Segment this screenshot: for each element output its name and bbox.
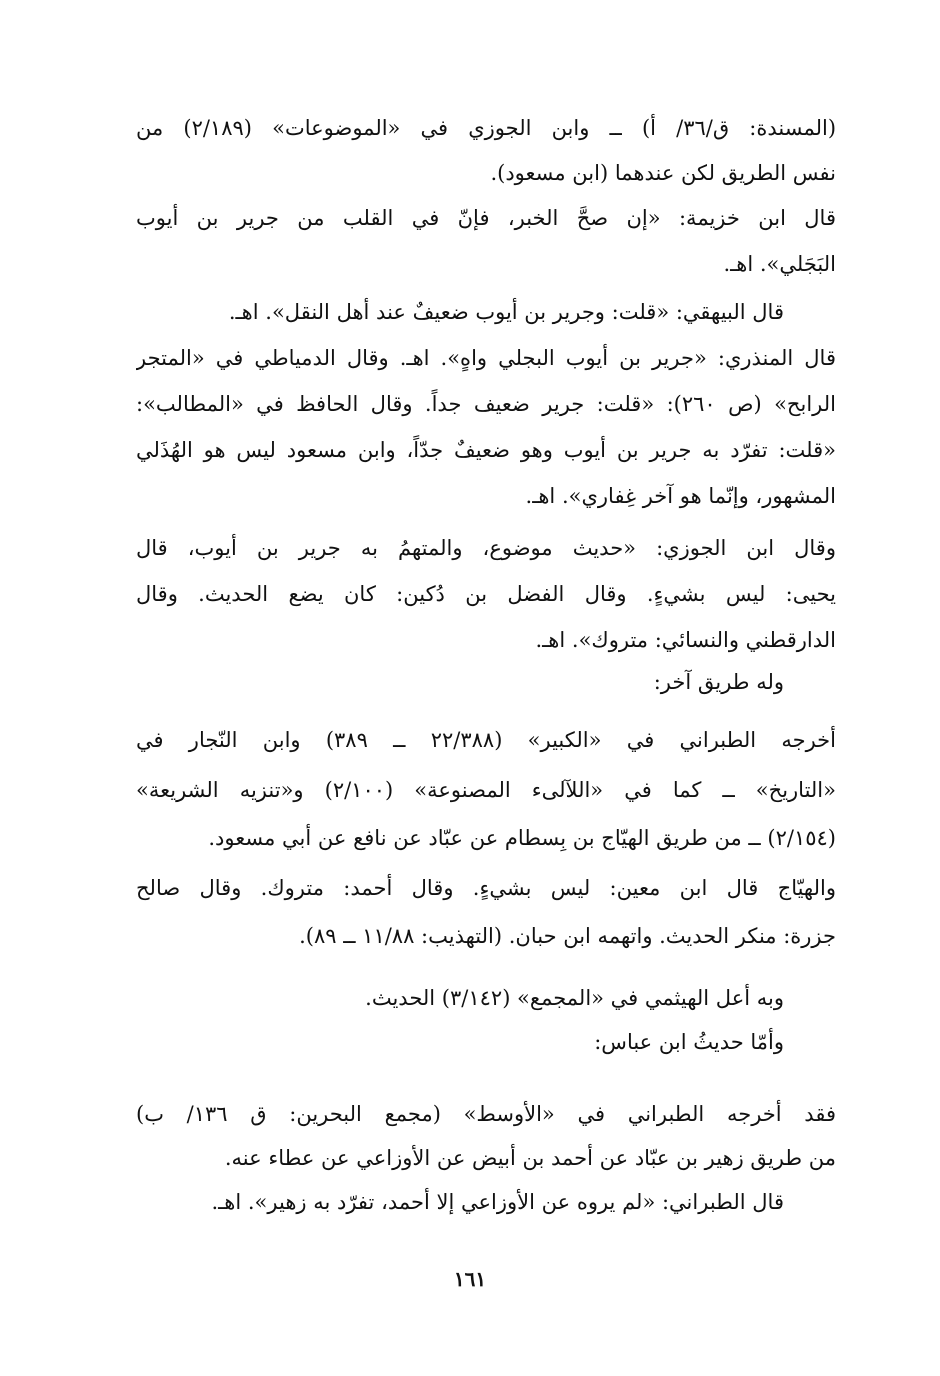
text-line: يحيى: ليس بشيءٍ. وقال الفضل بن دُكين: كان يضع الحديث. وقال (136, 582, 836, 606)
text-line: قال البيهقي: «قلت: وجرير بن أيوب ضعيفٌ عند أهل النقل». اهـ. (228, 300, 784, 324)
page-number: ١٦١ (453, 1267, 487, 1291)
text-line: أخرجه الطبراني في «الكبير» (٢٢/٣٨٨ ــ ٣٨٩) وابن النّجار في (136, 728, 836, 752)
text-line: المشهور، وإنّما هو آخر غِفاري». اهـ. (525, 484, 836, 508)
text-line: قال المنذري: «جرير بن أيوب البجلي واهٍ». اهـ. وقال الدمياطي في «المتجر (136, 346, 836, 370)
text-line: وبه أعل الهيثمي في «المجمع» (٣/١٤٢) الحديث. (365, 986, 784, 1010)
text-line: قال ابن خزيمة: «إن صحَّ الخبر، فإنّ في القلب من جرير بن أيوب (136, 206, 836, 230)
text-line: والهيّاج قال ابن معين: ليس بشيءٍ. وقال أحمد: متروك. وقال صالح (136, 876, 836, 900)
text-line: فقد أخرجه الطبراني في «الأوسط» (مجمع البحرين: ق ١٣٦/ ب) (136, 1102, 836, 1126)
text-line: «قلت: تفرّد به جرير بن أيوب وهو ضعيفٌ جدّاً، وابن مسعود ليس هو الهُذَلي (136, 438, 836, 462)
text-line: وله طريق آخر: (653, 670, 784, 694)
text-line: (٢/١٥٤) ــ من طريق الهيّاج بن بِسطام عن عبّاد عن نافع عن أبي مسعود. (208, 826, 836, 850)
text-line: نفس الطريق لكن عندهما (ابن مسعود). (490, 161, 836, 185)
text-line: الدارقطني والنسائي: متروك». اهـ. (535, 628, 836, 652)
text-line: وقال ابن الجوزي: «حديث موضوع، والمتهمُ به جرير بن أيوب، قال (136, 536, 836, 560)
text-line: جزرة: منكر الحديث. واتهمه ابن حبان. (التهذيب: ١١/٨٨ ــ ٨٩). (299, 924, 836, 948)
text-line: من طريق زهير بن عبّاد عن أحمد بن أبيض عن الأوزاعي عن عطاء عنه. (224, 1146, 836, 1170)
text-line: قال الطبراني: «لم يروه عن الأوزاعي إلا أحمد، تفرّد به زهير». اهـ. (211, 1190, 784, 1214)
text-line: وأمّا حديثُ ابن عباس: (594, 1030, 784, 1054)
text-line: الرابح» (ص ٢٦٠): «قلت: جرير ضعيف جداً. وقال الحافظ في «المطالب»: (136, 392, 836, 416)
text-line: «التاريخ» ــ كما في «اللآلىء المصنوعة» (٢/١٠٠) و«تنزيه الشريعة» (136, 778, 836, 802)
text-line: (المسندة: ق/٣٦/ أ) ــ وابن الجوزي في «الموضوعات» (٢/١٨٩) من (136, 116, 836, 140)
text-line: البَجَلي». اهـ. (723, 252, 836, 276)
